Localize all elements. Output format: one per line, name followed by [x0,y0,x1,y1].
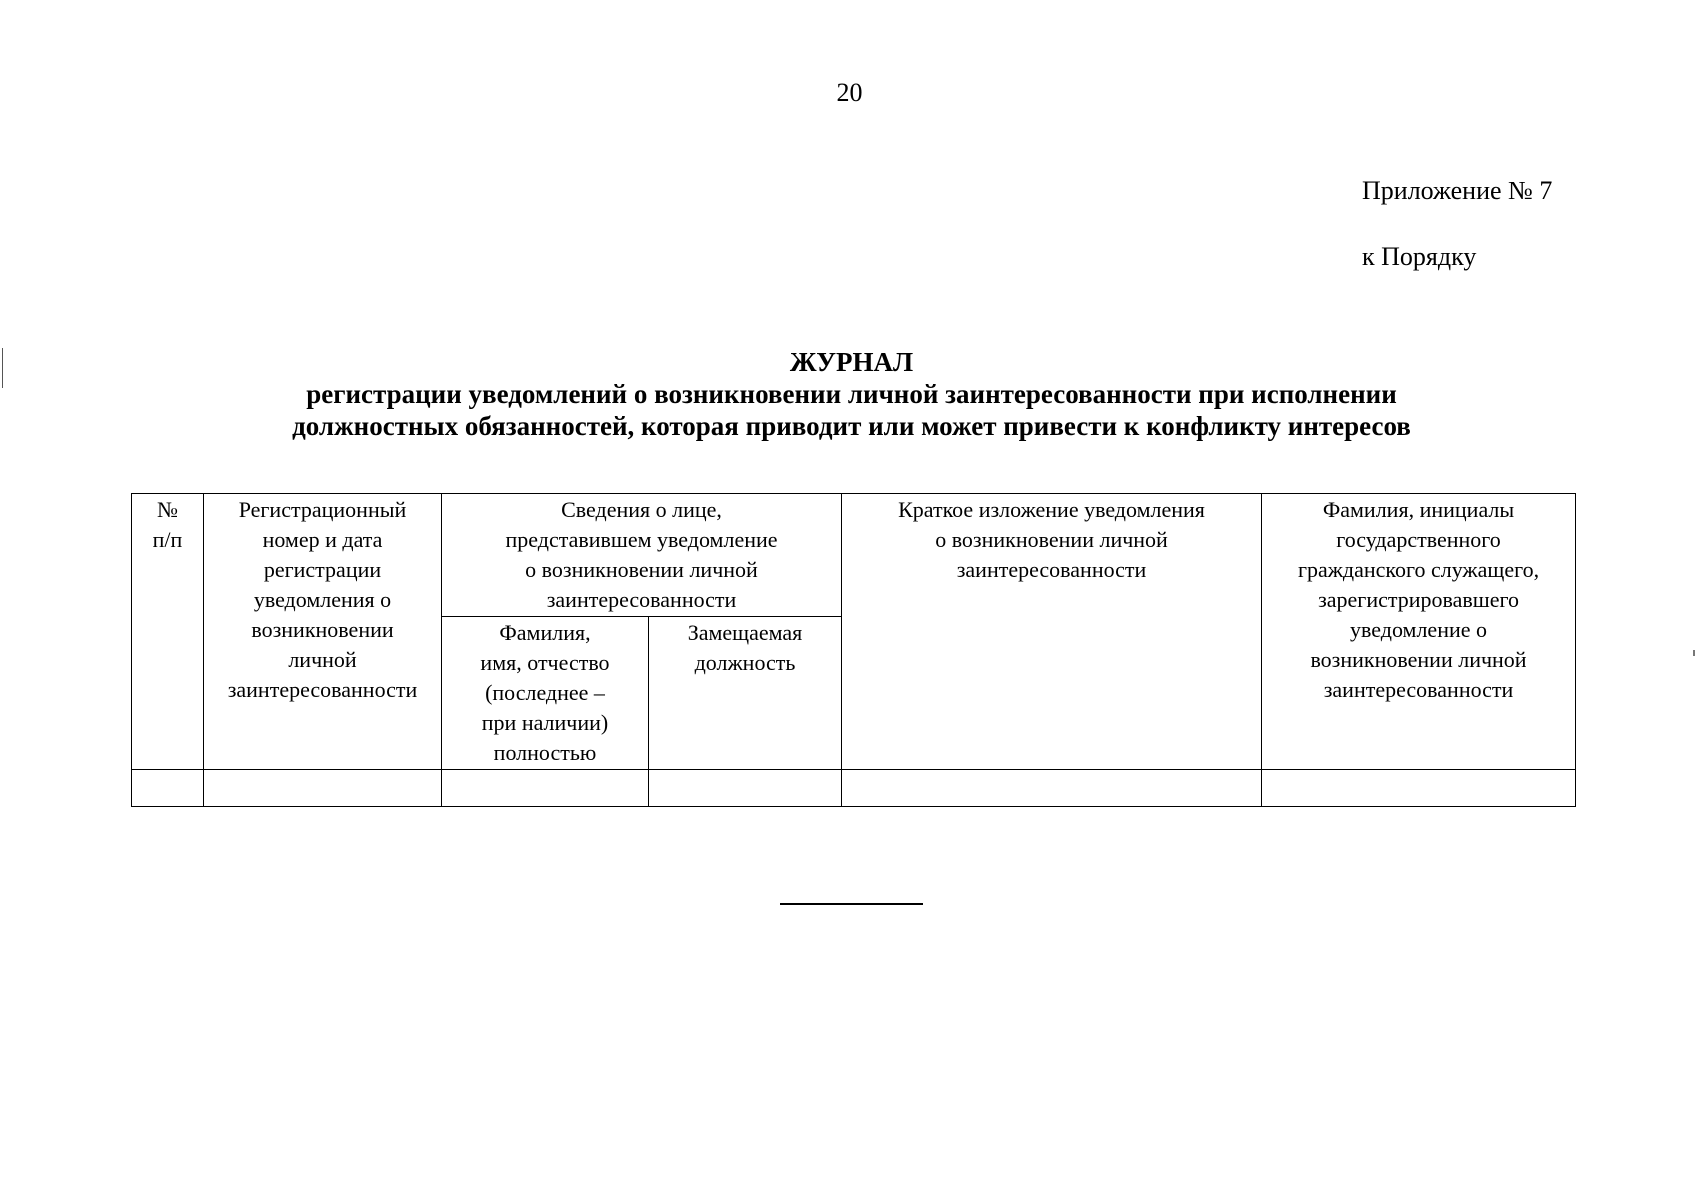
scan-edge-mark [2,348,3,388]
table-cell [649,770,842,807]
table-cell [842,770,1262,807]
journal-table [131,493,1576,807]
header-cell-number: № п/п [132,494,204,770]
heading-title: ЖУРНАЛ [789,347,914,377]
table-cell [1262,770,1576,807]
appendix-title: Приложение № 7 [1362,176,1553,205]
scan-edge-mark [1693,650,1695,656]
appendix-reference: к Порядку [1362,242,1477,271]
header-cell-registration: Регистрационный номер и дата регистрации уведомления о возникновении личной заинтересованности [204,494,442,770]
header-cell-person-name: Фамилия, имя, отчество (последнее – при наличии) полностью [442,617,649,770]
header-cell-registrar: Фамилия, инициалы государственного гражданского служащего, зарегистрировавшего уведомление о возникновении личной заинтересованности [1262,494,1576,770]
table-cell [204,770,442,807]
header-cell-person-info: Сведения о лице, представившем уведомление о возникновении личной заинтересованности [442,494,842,617]
heading-line: регистрации уведомлений о возникновении личной заинтересованности при исполнении [306,379,1397,409]
header-cell-summary: Краткое изложение уведомления о возникновении личной заинтересованности [842,494,1262,770]
header-cell-person-position: Замещаемая должность [649,617,842,770]
table-cell [132,770,204,807]
table-row [132,770,1576,807]
closing-rule [780,903,923,905]
document-heading [120,346,1583,442]
page-number: 20 [836,78,863,107]
table-cell [442,770,649,807]
table-header-row [132,494,1576,617]
heading-line: должностных обязанностей, которая приводит или может привести к конфликту интересов [292,411,1411,441]
